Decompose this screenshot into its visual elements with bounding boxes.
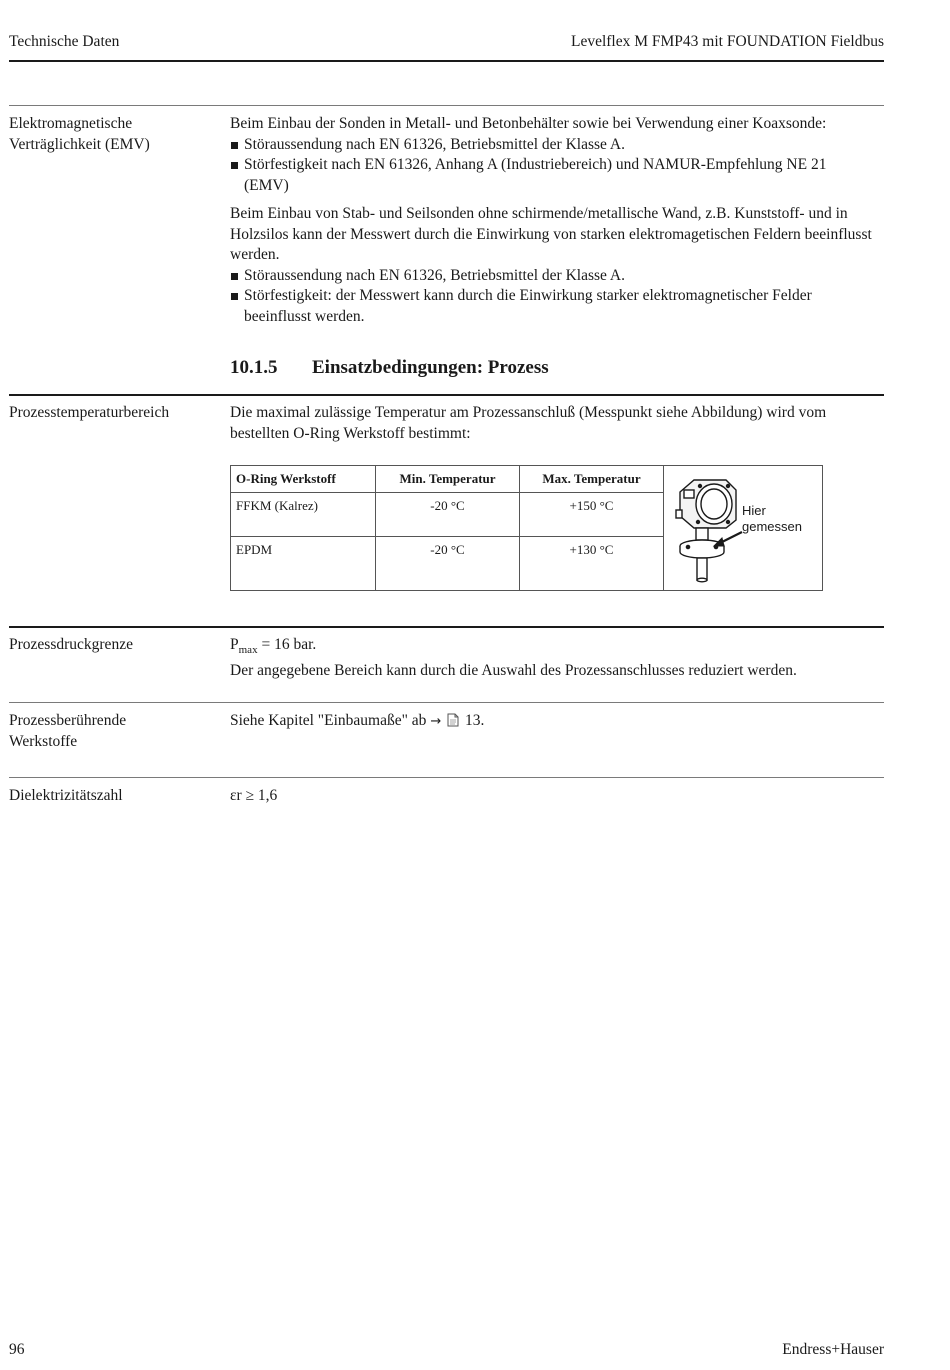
emv-bullet: Störaussendung nach EN 61326, Betriebsmittel der Klasse A. <box>230 266 884 287</box>
table-cell: +130 °C <box>520 537 664 591</box>
temp-text: Die maximal zulässige Temperatur am Prozessanschluß (Messpunkt siehe Abbildung) wird vom bestellten O-Ring Werkstoff bestimmt: <box>230 404 827 442</box>
section-title: Einsatzbedingungen: Prozess <box>312 357 549 378</box>
figure-label-gemessen: gemessen <box>742 519 802 534</box>
dielectric-value: εr ≥ 1,6 <box>230 787 278 804</box>
emv-bullet: Störfestigkeit nach EN 61326, Anhang A (Industriebereich) und NAMUR-Empfehlung NE 21 (EMV) <box>230 155 834 196</box>
emv-intro-1: Beim Einbau der Sonden in Metall- und Betonbehälter sowie bei Verwendung einer Koaxsonde: <box>230 115 827 132</box>
emv-bullet: Störfestigkeit: der Messwert kann durch die Einwirkung starker elektromagnetischer Felder beeinflusst werden. <box>230 286 869 327</box>
pressure-content <box>230 635 884 681</box>
header-rule <box>9 60 884 62</box>
pressure-label: Prozessdruckgrenze <box>9 636 133 653</box>
page-header-right: Levelflex M FMP43 mit FOUNDATION Fieldbus <box>570 33 884 50</box>
emv-rule <box>9 105 884 106</box>
pressure-note: Der angegebene Bereich kann durch die Auswahl des Prozessanschlusses reduziert werden. <box>230 661 797 679</box>
table-cell: -20 °C <box>376 537 520 591</box>
section-number: 10.1.5 <box>230 357 278 378</box>
table-header: O-Ring Werkstoff <box>231 466 376 493</box>
emv-bullet: Störaussendung nach EN 61326, Betriebsmittel der Klasse A. <box>230 135 884 156</box>
measurement-figure <box>664 466 823 591</box>
pressure-rule <box>9 626 884 628</box>
materials-rule <box>9 702 884 703</box>
page-header-left: Technische Daten <box>9 33 120 50</box>
pressure-symbol: P <box>230 636 239 653</box>
table-cell: EPDM <box>231 537 376 591</box>
emv-intro-2: Beim Einbau von Stab- und Seilsonden ohne schirmende/metallische Wand, z.B. Kunststoff- und in Holzsilos kann der Messwert durch die Einwirkung von starken elektromagetischen Feldern beeinflusst werden. <box>230 205 872 263</box>
table-header: Max. Temperatur <box>520 466 664 493</box>
materials-content <box>230 711 884 734</box>
temp-label: Prozesstemperaturbereich <box>9 404 170 421</box>
materials-text: Siehe Kapitel "Einbaumaße" ab <box>230 712 427 729</box>
footer-brand: Endress+Hauser <box>782 1341 884 1358</box>
section-rule <box>9 394 884 396</box>
arrow-icon: → <box>430 714 442 729</box>
materials-page-ref[interactable]: 13. <box>464 712 485 729</box>
table-cell: -20 °C <box>376 493 520 537</box>
table-header: Min. Temperatur <box>376 466 520 493</box>
page-number: 96 <box>9 1341 25 1358</box>
emv-content <box>230 114 884 327</box>
o-ring-table <box>230 465 823 591</box>
pressure-value: = 16 bar. <box>257 636 317 653</box>
dielectric-label: Dielektrizitätszahl <box>9 787 123 804</box>
page-ref-icon <box>447 713 459 734</box>
emv-label: Elektromagnetische Verträglichkeit (EMV) <box>9 115 150 153</box>
materials-label: Prozessberührende Werkstoffe <box>9 712 127 750</box>
table-cell: +150 °C <box>520 493 664 537</box>
figure-label-hier: Hier <box>742 503 766 518</box>
dielectric-rule <box>9 777 884 778</box>
pressure-subscript: max <box>238 644 258 656</box>
pressure-max <box>230 635 884 661</box>
table-cell: FFKM (Kalrez) <box>231 493 376 537</box>
